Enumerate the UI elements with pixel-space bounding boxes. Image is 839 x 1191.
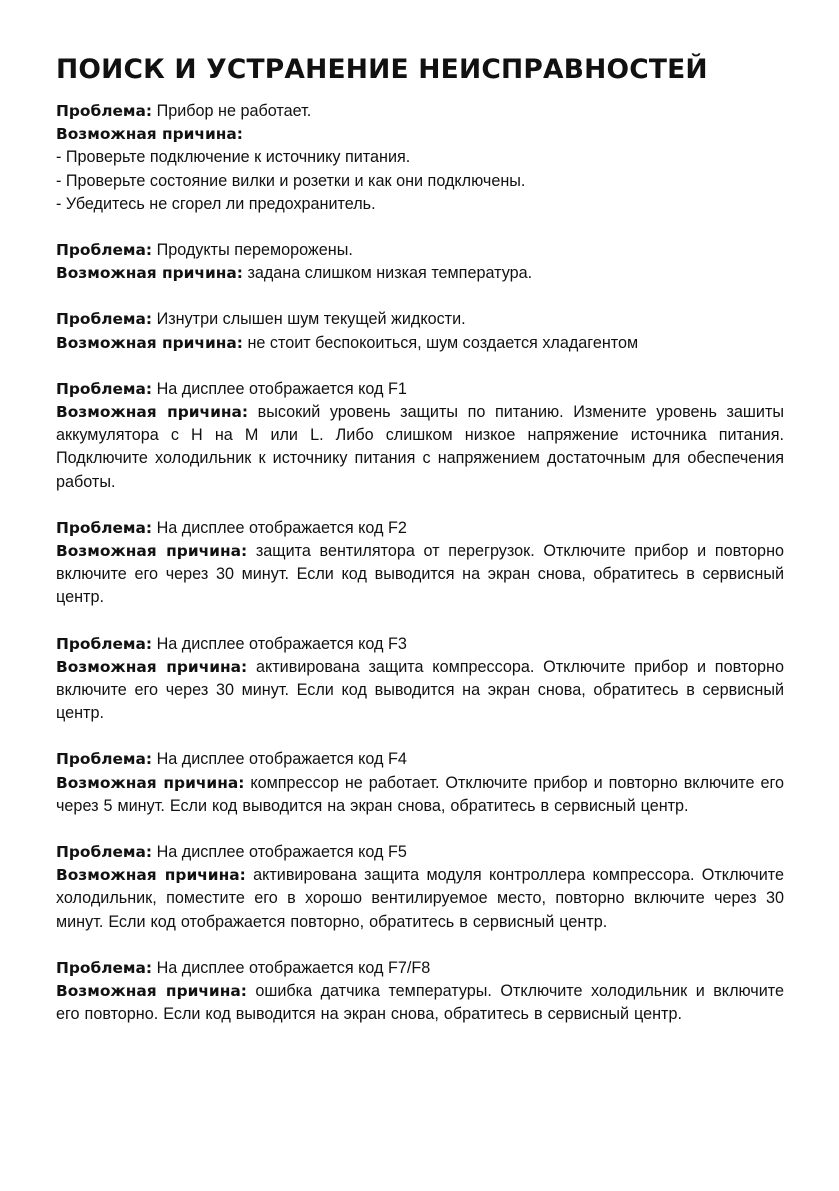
cause-line <box>56 262 784 285</box>
cause-label: Возможная причина: <box>56 773 245 792</box>
check-step: - Убедитесь не сгорел ли предохранитель. <box>56 194 376 213</box>
cause-paragraph <box>56 864 784 934</box>
cause-text: высокий уровень защиты по питанию. Измените уровень зашиты аккумулятора с H на M или L. Либо слишком низкое напряжение источника питания. Подключите холодильник к источнику питания с напряжением достаточным для обеспечения работы. <box>56 403 784 491</box>
troubleshooting-section-f1 <box>56 378 784 494</box>
troubleshooting-section-f7-f8 <box>56 957 784 1027</box>
problem-line <box>56 517 784 540</box>
cause-label: Возможная причина: <box>56 866 246 885</box>
cause-label: Возможная причина: <box>56 403 249 422</box>
problem-text: Продукты переморожены. <box>156 241 353 260</box>
problem-line <box>56 239 784 262</box>
troubleshooting-section <box>56 308 784 354</box>
cause-text: ошибка датчика температуры. Отключите холодильник и включите его повторно. Если код выводится на экран снова, обратитесь в сервисный центр. <box>56 982 785 1024</box>
problem-text: Изнутри слышен шум текущей жидкости. <box>156 310 466 329</box>
cause-label: Возможная причина: <box>56 542 248 561</box>
troubleshooting-section <box>56 239 784 285</box>
problem-line <box>56 748 784 771</box>
problem-text: На дисплее отображается код F4 <box>156 750 407 769</box>
troubleshooting-section-f5 <box>56 841 784 934</box>
cause-text: компрессор не работает. Отключите прибор и повторно включите его через 5 минут. Если код выводится на экран снова, обратитесь в сервисный центр. <box>56 773 785 815</box>
cause-line <box>56 332 784 355</box>
problem-line <box>56 100 784 123</box>
cause-label: Возможная причина: <box>56 657 248 676</box>
problem-line <box>56 957 784 980</box>
problem-text: На дисплее отображается код F2 <box>156 518 407 537</box>
problem-line <box>56 378 784 401</box>
cause-label: Возможная причина: <box>56 982 247 1001</box>
cause-text: задана слишком низкая температура. <box>247 264 533 283</box>
troubleshooting-section-f4 <box>56 748 784 818</box>
problem-text: На дисплее отображается код F7/F8 <box>156 958 431 977</box>
problem-label: Проблема: <box>56 379 153 398</box>
problem-label: Проблема: <box>56 634 153 653</box>
cause-label: Возможная причина: <box>56 125 243 144</box>
cause-paragraph <box>56 656 784 726</box>
troubleshooting-section <box>56 100 784 216</box>
cause-text: активирована защита модуля контроллера компрессора. Отключите холодильник, поместите его в хорошо вентилируемое место, повторно включите через 30 минут. Если код отображается повторно, обратитесь в сервисный центр. <box>56 866 785 931</box>
cause-line <box>56 123 784 146</box>
check-step: - Проверьте подключение к источнику питания. <box>56 148 411 167</box>
cause-text: активирована защита компрессора. Отключите прибор и повторно включите его через 30 минут. Если код выводится на экран снова, обратитесь в сервисный центр. <box>56 657 784 723</box>
troubleshooting-page <box>56 48 784 1050</box>
problem-line <box>56 841 784 864</box>
cause-paragraph <box>56 540 784 610</box>
check-step: - Проверьте состояние вилки и розетки и как они подключены. <box>56 171 526 190</box>
cause-paragraph <box>56 401 784 494</box>
problem-text: На дисплее отображается код F1 <box>156 379 407 398</box>
problem-text: На дисплее отображается код F3 <box>156 634 407 653</box>
page-title: ПОИСК И УСТРАНЕНИЕ НЕИСПРАВНОСТЕЙ <box>56 54 708 85</box>
problem-line <box>56 308 784 331</box>
cause-label: Возможная причина: <box>56 333 243 352</box>
problem-line <box>56 633 784 656</box>
problem-label: Проблема: <box>56 241 153 260</box>
problem-label: Проблема: <box>56 750 153 769</box>
cause-text: не стоит беспокоиться, шум создается хладагентом <box>247 333 639 352</box>
problem-text: Прибор не работает. <box>156 102 312 120</box>
cause-text: защита вентилятора от перегрузок. Отключите прибор и повторно включите его через 30 минут. Если код выводится на экран снова, обратитесь в сервисный центр. <box>56 542 785 607</box>
problem-label: Проблема: <box>56 102 153 120</box>
problem-label: Проблема: <box>56 958 153 977</box>
cause-label: Возможная причина: <box>56 264 243 283</box>
troubleshooting-section-f3 <box>56 633 784 726</box>
cause-paragraph <box>56 772 784 818</box>
problem-label: Проблема: <box>56 843 153 862</box>
cause-paragraph <box>56 980 784 1026</box>
problem-label: Проблема: <box>56 518 153 537</box>
problem-text: На дисплее отображается код F5 <box>156 843 407 862</box>
problem-label: Проблема: <box>56 310 153 329</box>
troubleshooting-section-f2 <box>56 517 784 610</box>
